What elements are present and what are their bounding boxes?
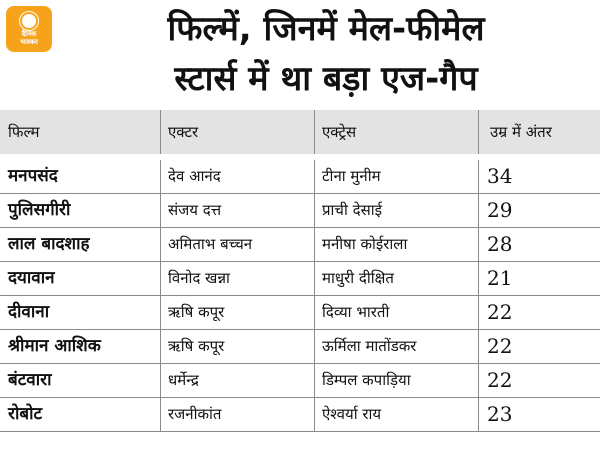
table-row bbox=[0, 330, 600, 364]
column-divider bbox=[478, 330, 479, 363]
actress-cell: टीना मुनीम bbox=[322, 167, 381, 185]
film-cell: रोबोट bbox=[8, 404, 43, 424]
column-divider bbox=[160, 110, 161, 154]
age-gap-cell: 21 bbox=[487, 266, 513, 290]
sun-icon bbox=[22, 14, 36, 28]
table-row bbox=[0, 160, 600, 194]
age-gap-cell: 22 bbox=[487, 334, 513, 358]
table-row bbox=[0, 364, 600, 398]
column-divider bbox=[314, 110, 315, 154]
column-divider bbox=[314, 228, 315, 261]
age-gap-cell: 22 bbox=[487, 368, 513, 392]
column-divider bbox=[160, 364, 161, 397]
film-cell: श्रीमान आशिक bbox=[8, 336, 101, 356]
column-divider bbox=[314, 194, 315, 227]
title-line-2: स्टार्स में था बड़ा एज-गैप bbox=[174, 59, 478, 99]
column-divider bbox=[160, 262, 161, 295]
column-divider bbox=[314, 398, 315, 431]
age-gap-cell: 28 bbox=[487, 232, 513, 256]
column-divider bbox=[160, 194, 161, 227]
actress-cell: प्राची देसाई bbox=[322, 201, 382, 219]
column-divider bbox=[478, 296, 479, 329]
column-divider bbox=[160, 228, 161, 261]
film-cell: मनपसंद bbox=[8, 166, 58, 186]
column-divider bbox=[478, 160, 479, 193]
column-divider bbox=[478, 398, 479, 431]
actor-cell: ऋषि कपूर bbox=[168, 303, 225, 321]
table-row bbox=[0, 296, 600, 330]
film-cell: लाल बादशाह bbox=[8, 234, 90, 254]
actor-cell: अमिताभ बच्चन bbox=[168, 235, 253, 253]
column-divider bbox=[314, 160, 315, 193]
actress-cell: ऊर्मिला मातोंडकर bbox=[322, 337, 417, 355]
table-row bbox=[0, 228, 600, 262]
column-divider bbox=[160, 330, 161, 363]
actress-cell: दिव्या भारती bbox=[322, 303, 390, 321]
actor-cell: ऋषि कपूर bbox=[168, 337, 225, 355]
column-divider bbox=[478, 110, 479, 154]
table-row bbox=[0, 194, 600, 228]
title-line-1: फिल्में, जिनमें मेल-फीमेल bbox=[167, 9, 485, 49]
age-gap-cell: 29 bbox=[487, 198, 513, 222]
table-row bbox=[0, 262, 600, 296]
dainik-bhaskar-logo bbox=[6, 6, 52, 52]
actress-cell: ऐश्वर्या राय bbox=[322, 405, 382, 423]
column-divider bbox=[478, 194, 479, 227]
column-divider bbox=[314, 330, 315, 363]
film-cell: दयावान bbox=[8, 268, 55, 288]
actor-cell: विनोद खन्ना bbox=[168, 269, 230, 287]
column-divider bbox=[314, 364, 315, 397]
header-film: फिल्म bbox=[8, 123, 40, 141]
column-divider bbox=[478, 262, 479, 295]
actor-cell: देव आनंद bbox=[168, 167, 221, 185]
table-row bbox=[0, 398, 600, 432]
column-divider bbox=[478, 228, 479, 261]
header-age-gap: उम्र में अंतर bbox=[490, 123, 552, 141]
age-gap-cell: 22 bbox=[487, 300, 513, 324]
film-cell: बंटवारा bbox=[8, 370, 52, 390]
page-title bbox=[60, 4, 592, 104]
header-actress: एक्ट्रेस bbox=[322, 123, 357, 141]
column-divider bbox=[314, 262, 315, 295]
header-actor: एक्टर bbox=[168, 123, 199, 141]
table-body bbox=[0, 160, 600, 432]
table-header bbox=[0, 110, 600, 154]
actress-cell: डिम्पल कपाड़िया bbox=[322, 371, 411, 389]
actor-cell: धर्मेन्द्र bbox=[168, 371, 199, 389]
column-divider bbox=[160, 398, 161, 431]
age-gap-cell: 23 bbox=[487, 402, 513, 426]
film-cell: दीवाना bbox=[8, 302, 50, 322]
age-gap-cell: 34 bbox=[487, 164, 513, 188]
column-divider bbox=[478, 364, 479, 397]
column-divider bbox=[160, 296, 161, 329]
actress-cell: मनीषा कोईराला bbox=[322, 235, 408, 253]
actor-cell: रजनीकांत bbox=[168, 405, 222, 423]
film-cell: पुलिसगीरी bbox=[8, 200, 71, 220]
logo-text: दैनिक भास्कर bbox=[20, 30, 38, 46]
column-divider bbox=[314, 296, 315, 329]
actor-cell: संजय दत्त bbox=[168, 201, 222, 219]
actress-cell: माधुरी दीक्षित bbox=[322, 269, 394, 287]
column-divider bbox=[160, 160, 161, 193]
